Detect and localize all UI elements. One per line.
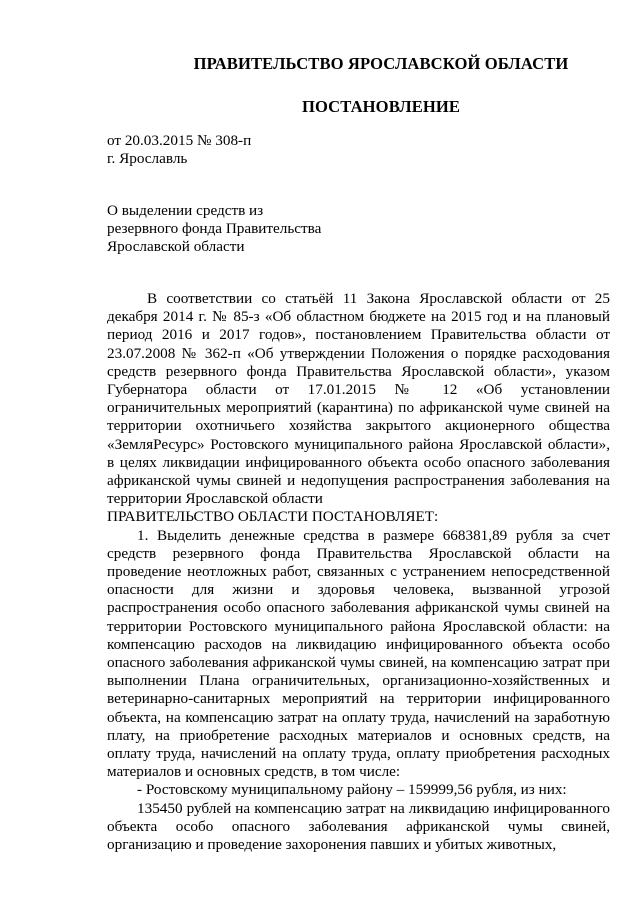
preamble-paragraph: В соответствии со статьёй 11 Закона Ярославской области от 25 декабря 2014 г. № 85-з «Об областном бюджете на 2015 год и на плановый период 2016 и 2017 годов», постановлением Правительства области от 23.07.2008 № 362-п «Об утверждении Положения о порядке расходования средств резервного фонда Правительства Ярославской области», указом Губернатора области от 17.01.2015 № 12 «Об установлении ограничительных мероприятий (карантина) по африканской чуме свиней на территории охотничьего хозяйства закрытого акционерного общества «ЗемляРесурс» Ростовского муниципального района Ярославской области», в целях ликвидации инфицированного объекта особо опасного заболевания африканской чумы свиней и недопущения распространения заболевания на территории Ярославской области bbox=[107, 290, 610, 508]
doc-type-title: ПОСТАНОВЛЕНИЕ bbox=[301, 97, 461, 116]
decree-line: ПРАВИТЕЛЬСТВО ОБЛАСТИ ПОСТАНОВЛЯЕТ: bbox=[107, 508, 439, 526]
subject-line-1: О выделении средств из bbox=[107, 202, 264, 219]
subject-line-2: резервного фонда Правительства bbox=[107, 220, 322, 237]
subject-line-3: Ярославской области bbox=[107, 238, 245, 255]
city: г. Ярославль bbox=[107, 150, 188, 167]
rostov-line: - Ростовскому муниципальному району – 159999,56 рубля, из них: bbox=[137, 781, 567, 799]
document-body bbox=[107, 290, 610, 854]
item-1-paragraph: 1. Выделить денежные средства в размере 668381,89 рубля за счет средств резервного фонда Правительства Ярославской области на проведение неотложных работ, связанных с устранением непосредственной опасности для жизни и здоровья человека, вызванной угрозой распространения особо опасного заболевания африканской чумы свиней на территории Ростовского муниципального района Ярославской области: на компенсацию расходов на ликвидацию инфицированного объекта особо опасного заболевания африканской чумы свиней, на компенсацию затрат при выполнении Плана ограничительных, организационно-хозяйственных и ветеринарно-санитарных мероприятий на территории инфицированного объекта, на компенсацию затрат на оплату труда, начислений на заработную плату, на приобретение расходных материалов и основных средств, на оплату труда, начислений на оплату труда, оплату приобретения расходных материалов и основных средств, в том числе: bbox=[107, 526, 610, 781]
sub-item-paragraph: 135450 рублей на компенсацию затрат на ликвидацию инфицированного объекта особо опасного заболевания африканской чумы свиней, организацию и проведение захоронения павших и убитых животных, bbox=[107, 799, 610, 854]
org-title: ПРАВИТЕЛЬСТВО ЯРОСЛАВСКОЙ ОБЛАСТИ bbox=[193, 54, 569, 73]
date-number: от 20.03.2015 № 308-п bbox=[107, 132, 252, 149]
